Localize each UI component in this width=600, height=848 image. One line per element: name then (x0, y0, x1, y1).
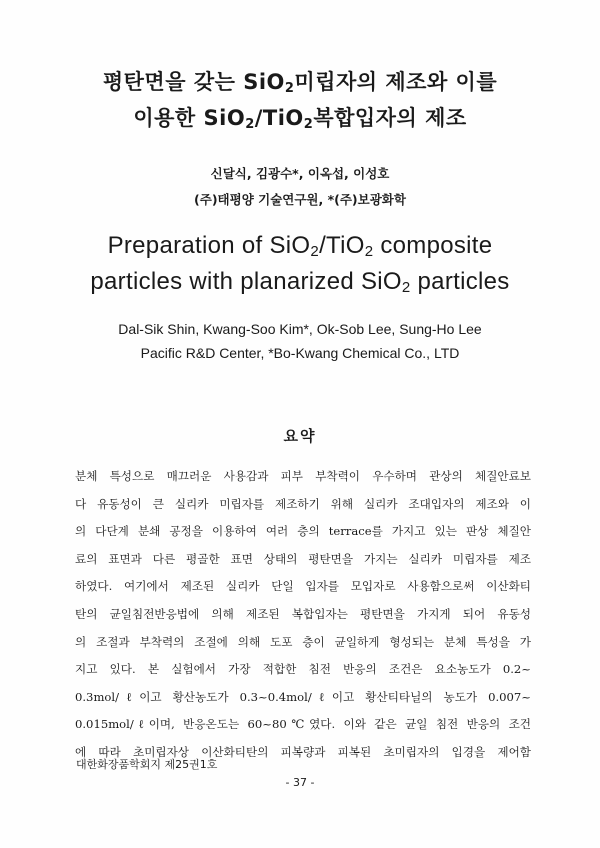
abstract-line: 0.015mol/ℓ이며, 반응온도는 60~80℃였다. 이와 같은 균일 침전 반응의 조건 (75, 717, 531, 732)
abstract-line: 지고 있다. 본 실험에서 가장 적합한 침전 반응의 조건은 요소농도가 0.2~ (75, 662, 531, 677)
korean-title-line-2: 이용한 SiO$_2$/TiO$_2$복합입자의 제조 (133, 106, 467, 132)
abstract-line: 탄의 균일침전반응법에 의해 제조된 복합입자는 평탄면을 가지게 되어 유동성 (75, 606, 531, 621)
korean-title-line-1: 평탄면을 갖는 SiO$_2$미립자의 제조와 이를 (102, 70, 498, 96)
abstract-body (75, 463, 531, 767)
page-number: - 37 - (285, 776, 315, 789)
abstract-line: 하였다. 여기에서 제조된 실리카 단일 입자를 모입자로 사용함으로써 이산화티 (75, 579, 531, 594)
korean-affiliations: (주)태평양 기술연구원, *(주)보광화학 (194, 192, 406, 207)
abstract-line: 료의 표면과 다른 평골한 표면 상태의 평탄면을 가지는 실리카 미립자를 제조 (75, 551, 531, 566)
english-authors: Dal-Sik Shin, Kwang-Soo Kim*, Ok-Sob Lee, Sung-Ho Lee (118, 321, 482, 337)
abstract-line: 에 따라 초미립자상 이산화티탄의 피복량과 피복된 초미립자의 입경을 제어함 (75, 744, 531, 759)
abstract-line: 다 유동성이 큰 실리카 미립자를 제조하기 위해 실리카 조대입자의 제조와 이 (75, 496, 531, 511)
journal-footer: 대한화장품학회지 제25권1호 (76, 758, 218, 771)
abstract-line: 의 다단계 분쇄 공정을 이용하여 여러 층의 terrace를 가지고 있는 판상 체질안 (75, 524, 531, 539)
abstract-line: 분체 특성으로 매끄러운 사용감과 피부 부착력이 우수하며 관상의 체질안료보 (75, 469, 531, 483)
abstract-line: 0.3mol/ℓ이고 황산농도가 0.3~0.4mol/ℓ이고 황산티타닐의 농도가 0.007~ (75, 689, 531, 704)
abstract-line: 의 조절과 부착력의 조절에 의해 도포 층이 균일하게 형성되는 분체 특성을 가 (75, 634, 531, 649)
english-title-line-1: Preparation of SiO$_2$/TiO$_2$ composite (107, 232, 493, 260)
english-affiliations: Pacific R&D Center, *Bo-Kwang Chemical Co., LTD (140, 345, 460, 361)
abstract-heading: 요약 (283, 427, 317, 445)
korean-authors: 신달식, 김광수*, 이옥섭, 이성호 (210, 166, 390, 181)
english-title-line-2: particles with planarized SiO$_2$ particles (90, 268, 510, 296)
